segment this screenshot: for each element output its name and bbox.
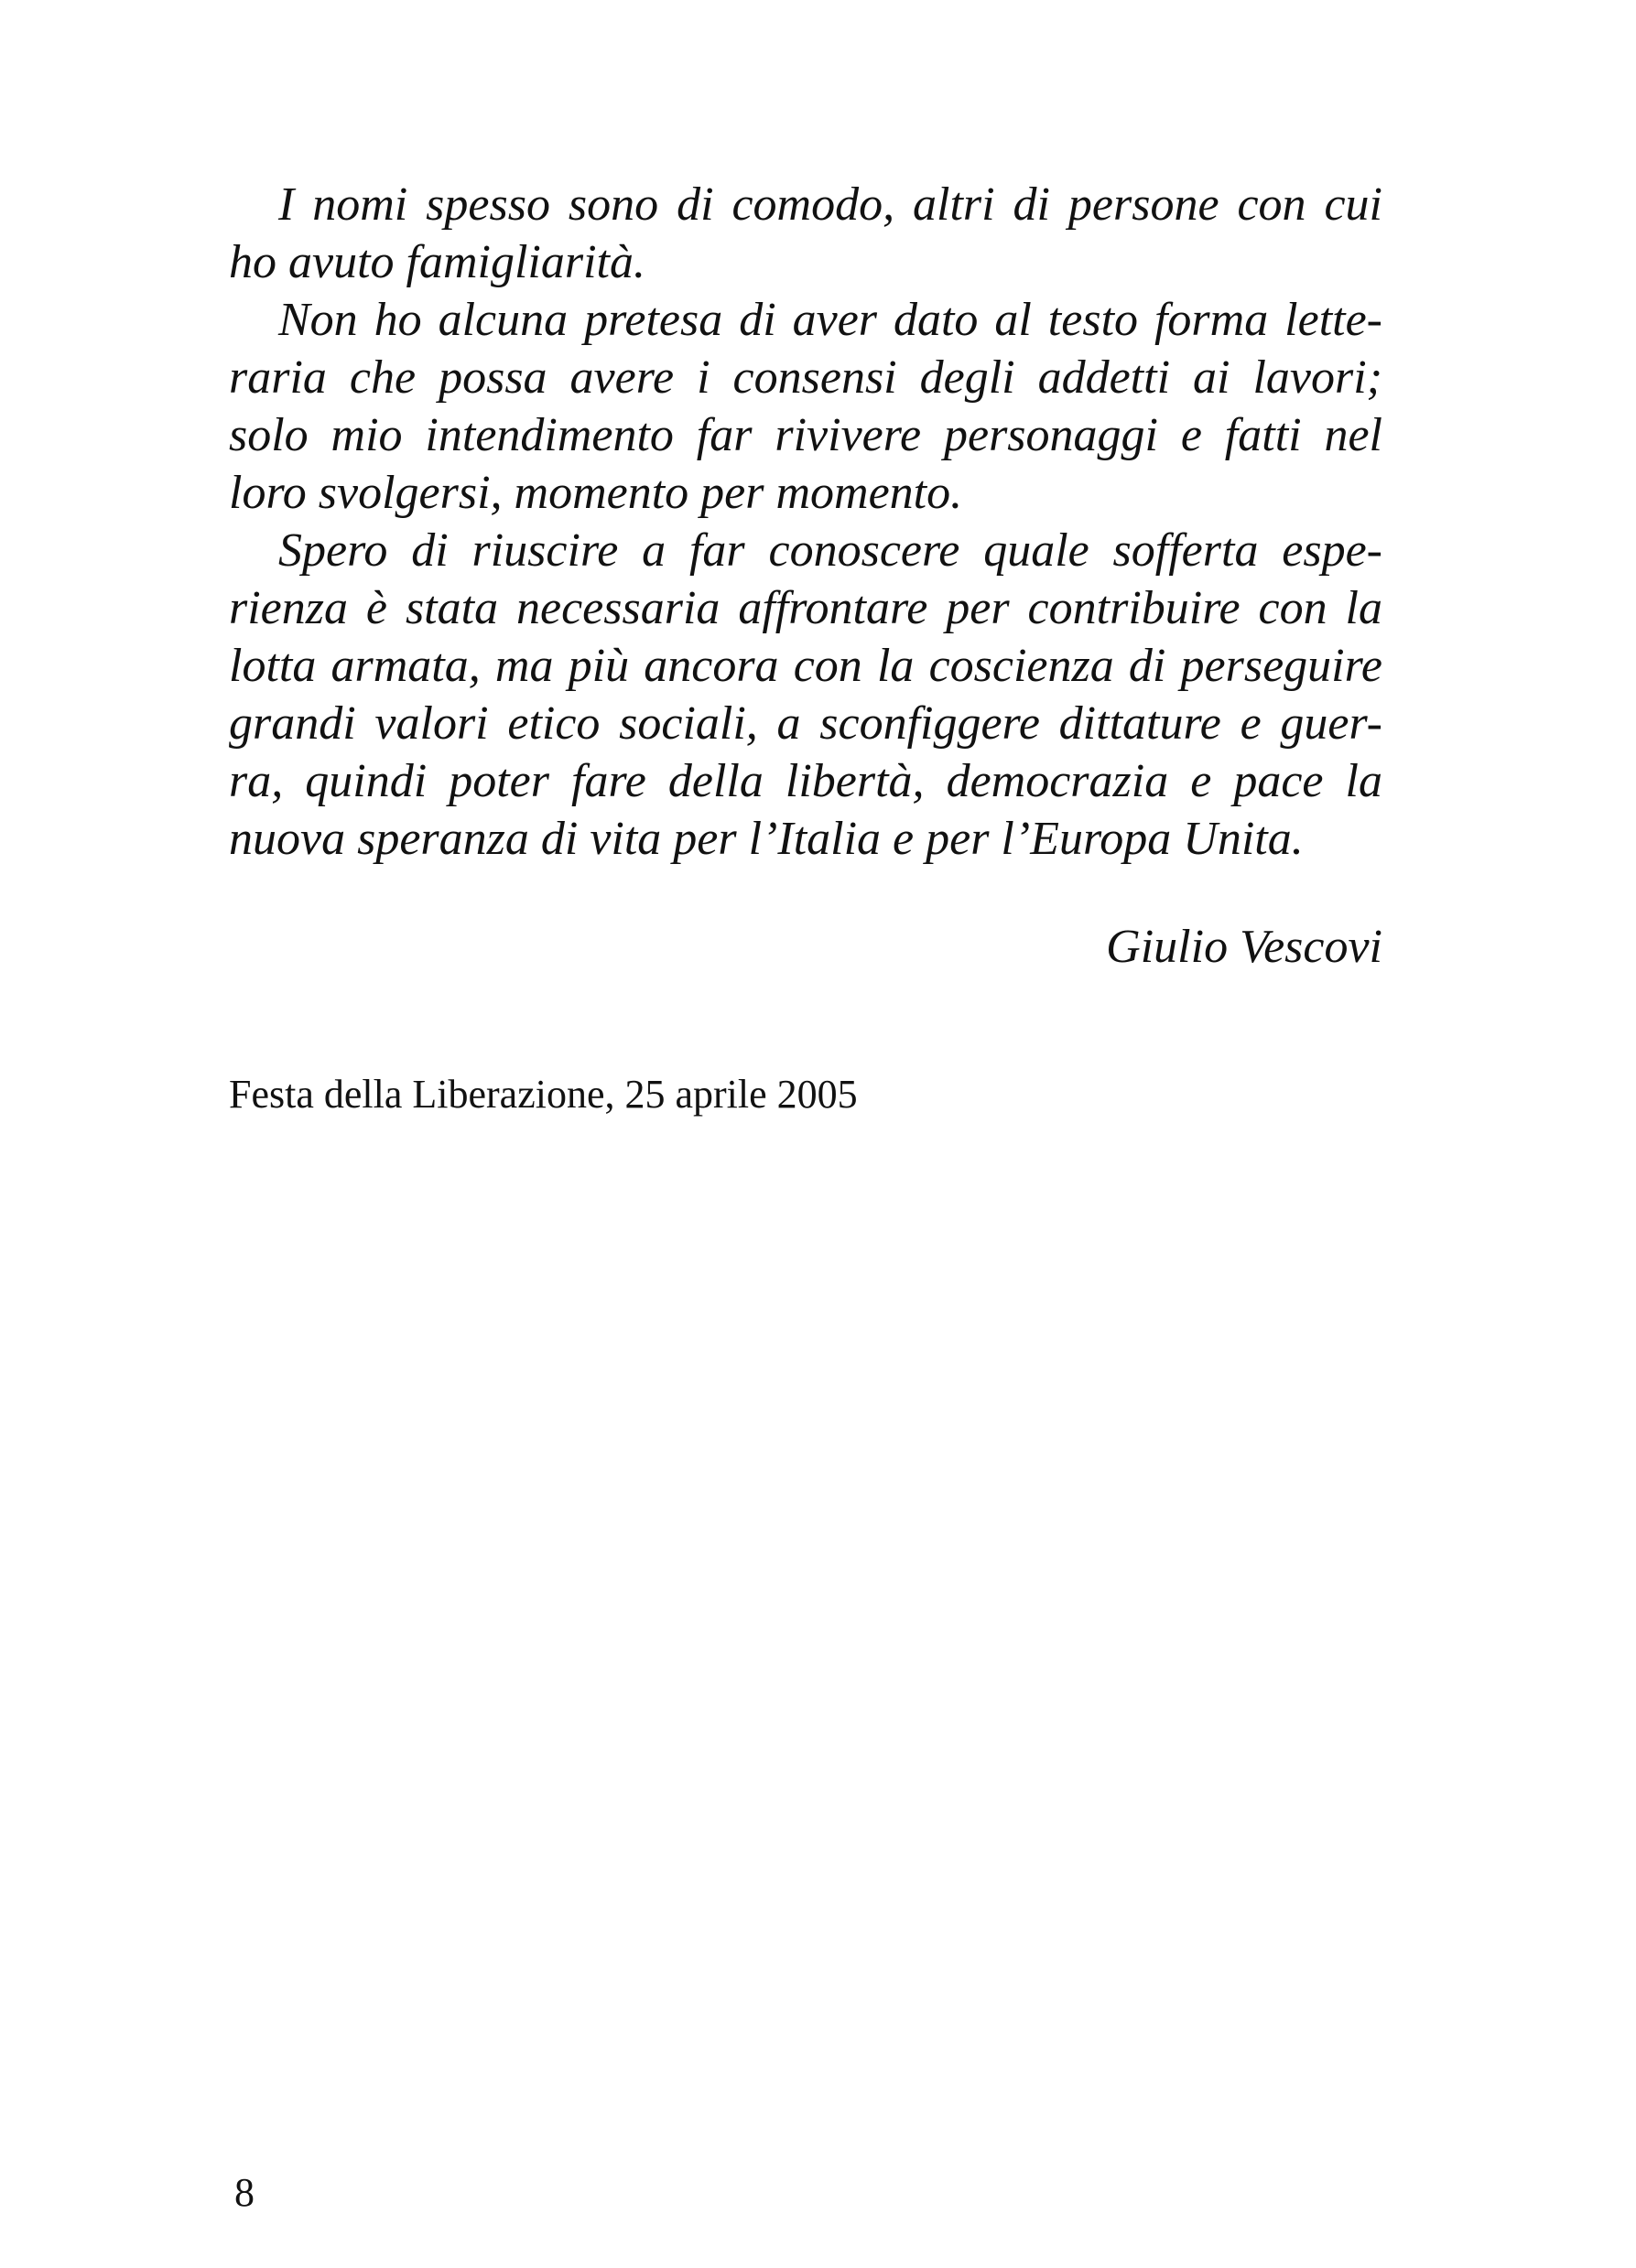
text-line: ho avuto famigliarità. [229,236,645,288]
body-text [229,176,1382,868]
page-number: 8 [234,2170,255,2215]
text-line: nuova speranza di vita per l’Italia e per l’Europa Unita. [229,813,1304,865]
text-line: raria che possa avere i consensi degli addetti ai lavori; [229,351,1382,404]
text-line: lotta armata, ma più ancora con la coscienza di perseguire [229,640,1382,692]
text-line: I nomi spesso sono di comodo, altri di persone con cui [278,178,1382,231]
text-line: grandi valori etico sociali, a sconfiggere dittature e guer- [229,697,1382,750]
author-signature: Giulio Vescovi [1106,921,1382,973]
text-line: Non ho alcuna pretesa di aver dato al testo forma lette- [278,294,1382,346]
text-line: Spero di riuscire a far conoscere quale sofferta espe- [278,524,1382,577]
text-line: rienza è stata necessaria affrontare per contribuire con la [229,582,1382,634]
text-line: ra, quindi poter fare della libertà, democrazia e pace la [229,755,1382,807]
text-line: loro svolgersi, momento per momento. [229,467,963,519]
text-line: solo mio intendimento far rivivere personaggi e fatti nel [229,409,1382,461]
dateline: Festa della Liberazione, 25 aprile 2005 [229,1072,858,1117]
